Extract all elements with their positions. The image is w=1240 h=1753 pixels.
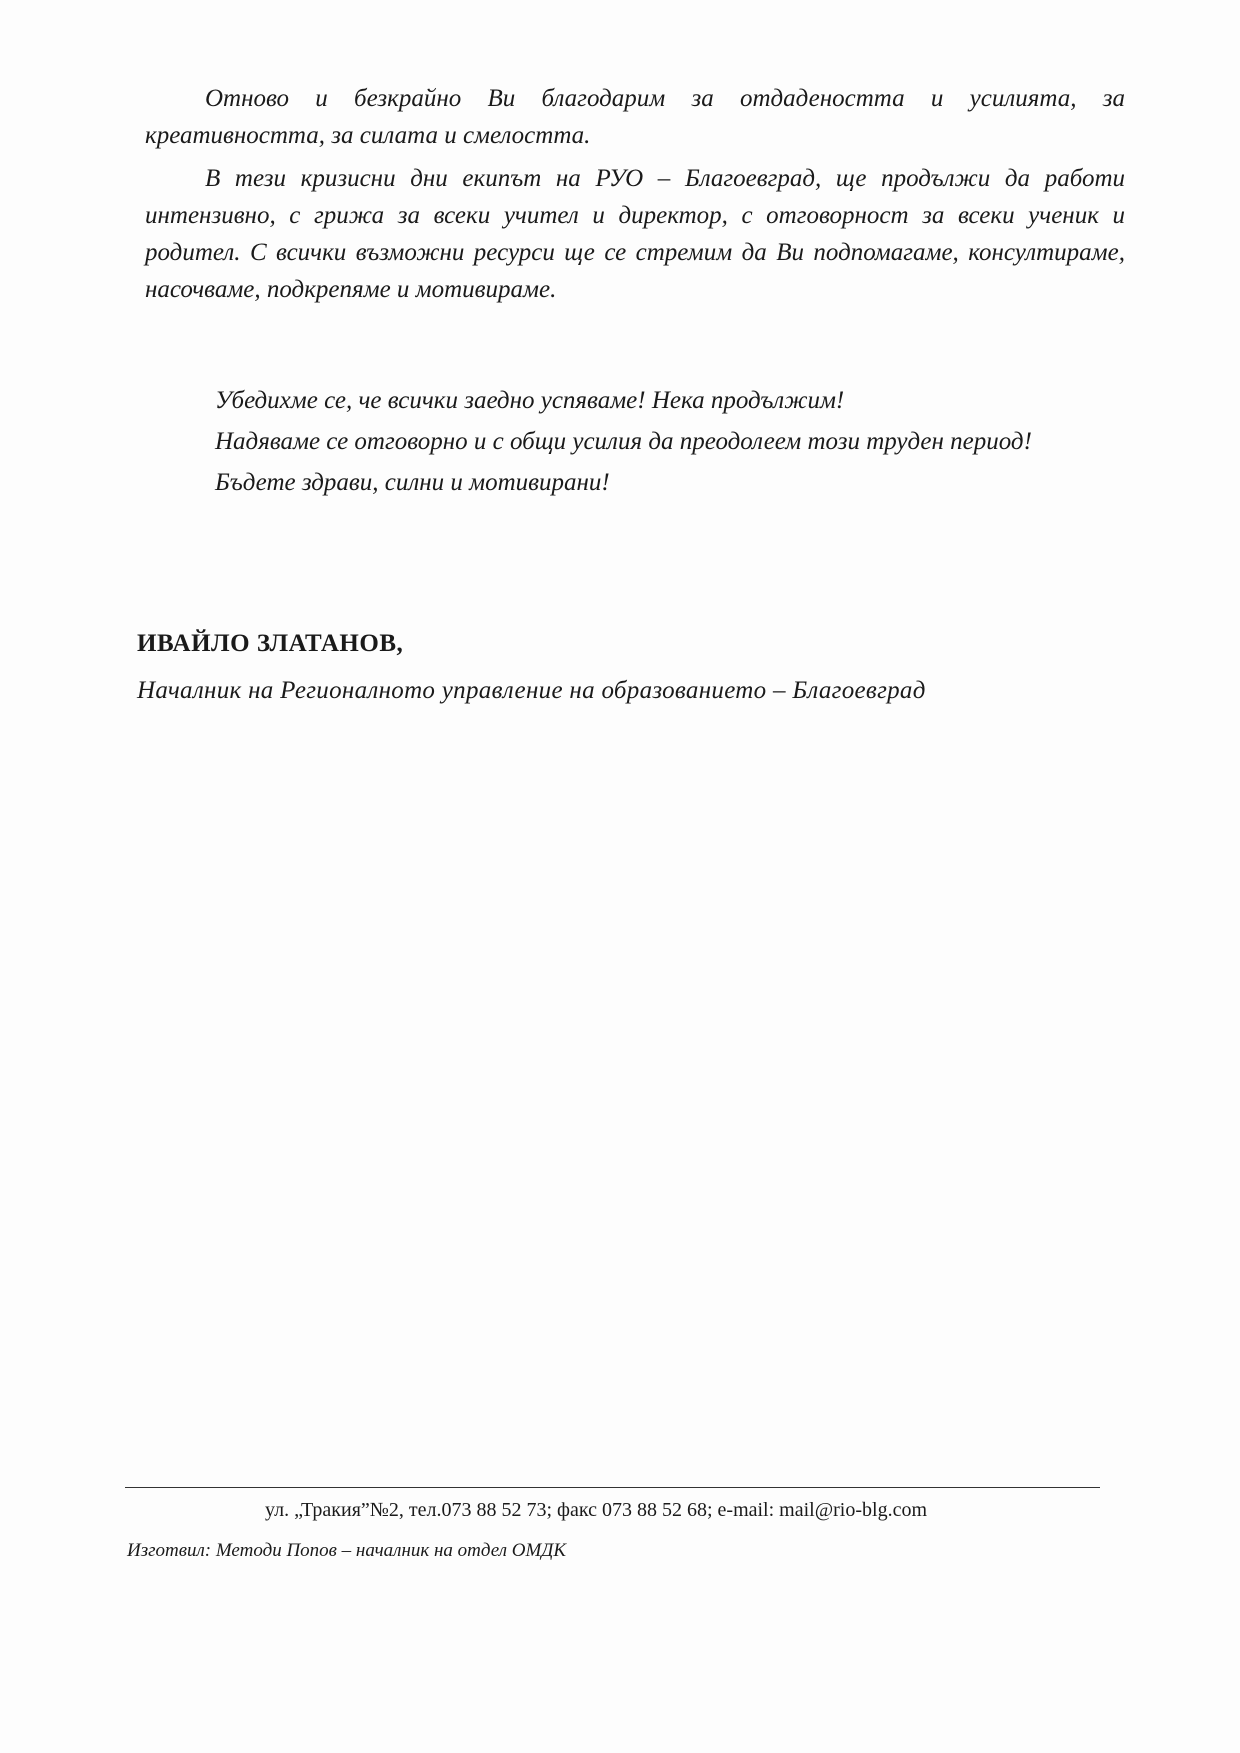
prepared-by-note: Изготвил: Методи Попов – началник на отдел ОМДК [127,1540,566,1561]
footer-divider [125,1487,1100,1488]
closing-line: Убедихме се, че всички заедно успяваме! Нека продължим! [215,387,845,414]
letter-body [145,80,1125,308]
paragraph-commitment: В тези кризисни дни екипът на РУО – Благоевград, ще продължи да работи интензивно, с грижа за всеки учител и директор, с отговорност за всеки ученик и родител. С всички възможни ресурси ще се стремим да Ви подпомагаме, консултираме, насочваме, подкрепяме и мотивираме. [145,165,1125,303]
footer-address: ул. „Тракия”№2, тел.073 88 52 73; факс 073 88 52 68; e-mail: mail@rio-blg.com [265,1499,928,1521]
signer-name: ИВАЙЛО ЗЛАТАНОВ, [137,630,404,657]
closing-line: Надяваме се отговорно и с общи усилия да преодолеем този труден период! [215,428,1032,455]
closing-line: Бъдете здрави, силни и мотивирани! [215,469,610,496]
signer-title: Началник на Регионалното управление на образованието – Благоевград [137,677,926,704]
closing-block [215,380,1115,503]
paragraph-gratitude: Отново и безкрайно Ви благодарим за отдадеността и усилията, за креативността, за силата и смелостта. [145,85,1125,149]
